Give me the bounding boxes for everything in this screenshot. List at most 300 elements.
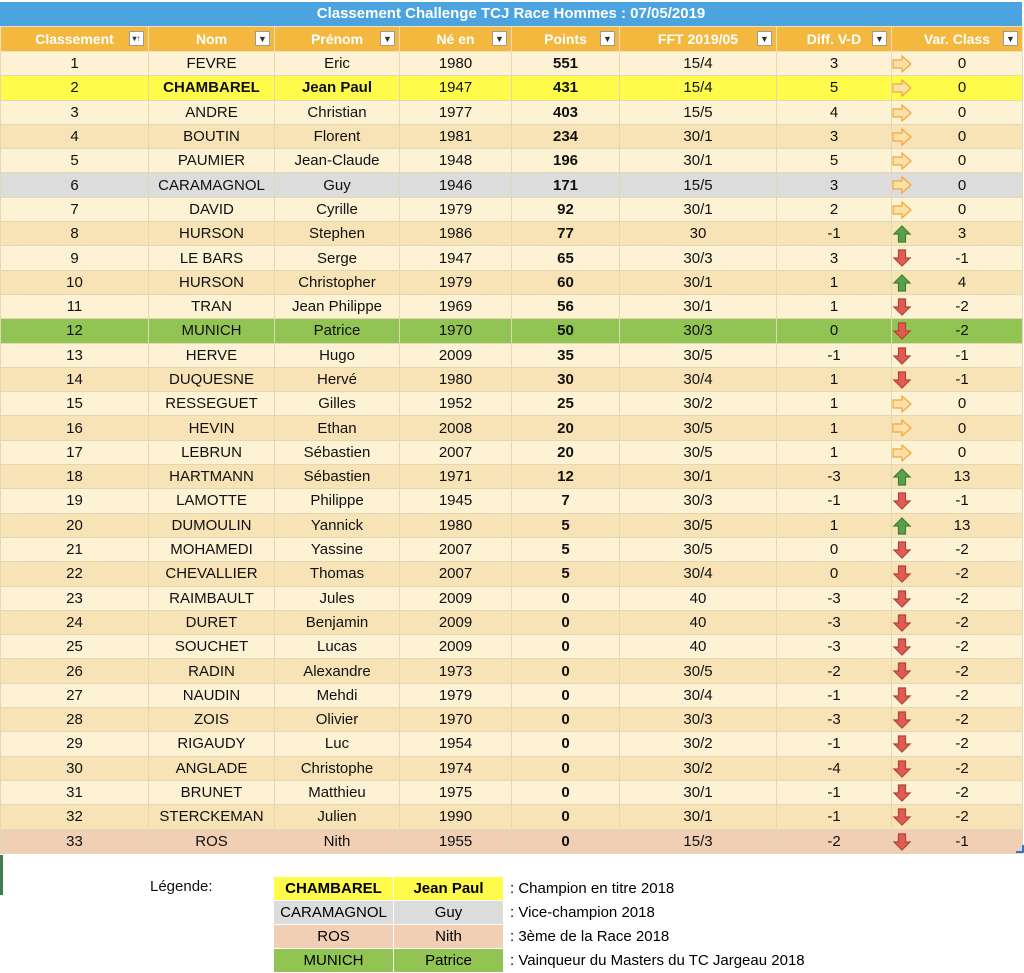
cell-diff[interactable]: -3 <box>777 708 892 732</box>
cell-prenom[interactable]: Gilles <box>275 392 400 416</box>
cell-ne[interactable]: 1986 <box>400 222 512 246</box>
cell-points[interactable]: 5 <box>512 537 620 561</box>
cell-nom[interactable]: CARAMAGNOL <box>149 173 275 197</box>
cell-points[interactable]: 0 <box>512 780 620 804</box>
cell-points[interactable]: 0 <box>512 805 620 829</box>
arrow-down-icon <box>892 541 912 559</box>
cell-points[interactable]: 403 <box>512 100 620 124</box>
cell-diff[interactable]: -1 <box>777 732 892 756</box>
cell-fft[interactable]: 40 <box>620 586 777 610</box>
cell-var[interactable] <box>892 100 1023 124</box>
filter-dropdown-icon[interactable]: ▼ <box>600 31 615 46</box>
cell-points[interactable]: 0 <box>512 610 620 634</box>
cell-nom[interactable]: ANGLADE <box>149 756 275 780</box>
cell-rank[interactable]: 4 <box>1 124 149 148</box>
cell-diff[interactable]: 1 <box>777 513 892 537</box>
cell-rank[interactable]: 16 <box>1 416 149 440</box>
cell-rank[interactable]: 6 <box>1 173 149 197</box>
cell-var[interactable] <box>892 392 1023 416</box>
cell-fft[interactable]: 30/5 <box>620 659 777 683</box>
cell-diff[interactable]: 0 <box>777 319 892 343</box>
cell-rank[interactable]: 30 <box>1 756 149 780</box>
cell-ne[interactable]: 2007 <box>400 537 512 561</box>
cell-prenom[interactable]: Jean Paul <box>275 76 400 100</box>
cell-points[interactable]: 0 <box>512 708 620 732</box>
cell-var[interactable] <box>892 780 1023 804</box>
header-row <box>1 27 1023 52</box>
cell-diff[interactable]: -2 <box>777 829 892 853</box>
cell-var[interactable] <box>892 367 1023 391</box>
arrow-down-icon <box>892 492 912 510</box>
var-class-value: -2 <box>955 298 969 316</box>
filter-dropdown-icon[interactable]: ▼ <box>380 31 395 46</box>
cell-rank[interactable]: 2 <box>1 76 149 100</box>
cell-var[interactable] <box>892 683 1023 707</box>
cell-diff[interactable]: -1 <box>777 805 892 829</box>
cell-nom[interactable]: LAMOTTE <box>149 489 275 513</box>
sort-filter-icon[interactable]: ▾↑ <box>129 31 144 46</box>
cell-points[interactable]: 25 <box>512 392 620 416</box>
cell-nom[interactable]: HERVE <box>149 343 275 367</box>
cell-fft[interactable]: 15/5 <box>620 100 777 124</box>
cell-nom[interactable]: HURSON <box>149 222 275 246</box>
cell-ne[interactable]: 1954 <box>400 732 512 756</box>
cell-fft[interactable]: 30/3 <box>620 489 777 513</box>
cell-fft[interactable]: 30/3 <box>620 708 777 732</box>
cell-diff[interactable]: 3 <box>777 52 892 76</box>
cell-var[interactable] <box>892 270 1023 294</box>
cell-prenom[interactable]: Christopher <box>275 270 400 294</box>
cell-ne[interactable]: 1980 <box>400 367 512 391</box>
column-header-label: Var. Class <box>923 31 991 47</box>
cell-prenom[interactable]: Jean-Claude <box>275 149 400 173</box>
cell-ne[interactable]: 2008 <box>400 416 512 440</box>
cell-nom[interactable]: BRUNET <box>149 780 275 804</box>
cell-points[interactable]: 551 <box>512 52 620 76</box>
cell-points[interactable]: 77 <box>512 222 620 246</box>
cell-ne[interactable]: 1973 <box>400 659 512 683</box>
cell-var[interactable] <box>892 610 1023 634</box>
cell-fft[interactable]: 30/1 <box>620 124 777 148</box>
cell-diff[interactable]: 2 <box>777 197 892 221</box>
cell-nom[interactable]: RESSEGUET <box>149 392 275 416</box>
cell-fft[interactable]: 30/2 <box>620 756 777 780</box>
cell-ne[interactable]: 1947 <box>400 246 512 270</box>
cell-ne[interactable]: 1947 <box>400 76 512 100</box>
cell-fft[interactable]: 30 <box>620 222 777 246</box>
cell-diff[interactable]: 0 <box>777 537 892 561</box>
cell-var[interactable] <box>892 562 1023 586</box>
cell-fft[interactable]: 30/4 <box>620 367 777 391</box>
cell-rank[interactable]: 9 <box>1 246 149 270</box>
cell-fft[interactable]: 30/5 <box>620 513 777 537</box>
cell-var[interactable] <box>892 416 1023 440</box>
cell-fft[interactable]: 30/5 <box>620 537 777 561</box>
filter-dropdown-icon[interactable]: ▼ <box>1003 31 1018 46</box>
cell-diff[interactable]: 4 <box>777 100 892 124</box>
cell-ne[interactable]: 1970 <box>400 708 512 732</box>
cell-prenom[interactable]: Benjamin <box>275 610 400 634</box>
cell-rank[interactable]: 31 <box>1 780 149 804</box>
cell-nom[interactable]: MOHAMEDI <box>149 537 275 561</box>
filter-dropdown-icon[interactable]: ▼ <box>492 31 507 46</box>
cell-fft[interactable]: 30/5 <box>620 440 777 464</box>
cell-rank[interactable]: 7 <box>1 197 149 221</box>
cell-fft[interactable]: 15/3 <box>620 829 777 853</box>
table-row <box>1 343 1023 367</box>
cell-points[interactable]: 20 <box>512 416 620 440</box>
cell-prenom[interactable]: Christian <box>275 100 400 124</box>
cell-nom[interactable]: LEBRUN <box>149 440 275 464</box>
cell-fft[interactable]: 30/2 <box>620 392 777 416</box>
cell-points[interactable]: 50 <box>512 319 620 343</box>
cell-diff[interactable]: -1 <box>777 683 892 707</box>
cell-nom[interactable]: DUMOULIN <box>149 513 275 537</box>
cell-rank[interactable]: 18 <box>1 465 149 489</box>
cell-var[interactable] <box>892 343 1023 367</box>
cell-points[interactable]: 65 <box>512 246 620 270</box>
cell-ne[interactable]: 1979 <box>400 683 512 707</box>
cell-prenom[interactable]: Olivier <box>275 708 400 732</box>
table-row <box>1 683 1023 707</box>
cell-points[interactable]: 196 <box>512 149 620 173</box>
cell-rank[interactable]: 29 <box>1 732 149 756</box>
cell-diff[interactable]: -3 <box>777 635 892 659</box>
cell-var[interactable] <box>892 537 1023 561</box>
cell-points[interactable]: 20 <box>512 440 620 464</box>
cell-fft[interactable]: 30/3 <box>620 319 777 343</box>
cell-prenom[interactable]: Christophe <box>275 756 400 780</box>
cell-points[interactable]: 0 <box>512 659 620 683</box>
cell-nom[interactable]: ROS <box>149 829 275 853</box>
cell-ne[interactable]: 2009 <box>400 343 512 367</box>
cell-ne[interactable]: 1945 <box>400 489 512 513</box>
var-class-value: -2 <box>955 589 969 607</box>
cell-fft[interactable]: 30/1 <box>620 197 777 221</box>
cell-nom[interactable]: DURET <box>149 610 275 634</box>
cell-fft[interactable]: 30/1 <box>620 805 777 829</box>
cell-nom[interactable]: RIGAUDY <box>149 732 275 756</box>
cell-points[interactable]: 56 <box>512 294 620 318</box>
cell-ne[interactable]: 1969 <box>400 294 512 318</box>
arrow-up-icon <box>892 274 912 292</box>
cell-points[interactable]: 35 <box>512 343 620 367</box>
var-class-value: 0 <box>957 79 967 97</box>
cell-prenom[interactable]: Guy <box>275 173 400 197</box>
cell-fft[interactable]: 30/2 <box>620 732 777 756</box>
cell-fft[interactable]: 30/5 <box>620 416 777 440</box>
cell-ne[interactable]: 1970 <box>400 319 512 343</box>
cell-prenom[interactable]: Mehdi <box>275 683 400 707</box>
cell-var[interactable] <box>892 829 1023 853</box>
cell-diff[interactable]: -3 <box>777 610 892 634</box>
cell-ne[interactable]: 2009 <box>400 610 512 634</box>
cell-prenom[interactable]: Patrice <box>275 319 400 343</box>
cell-nom[interactable]: ANDRE <box>149 100 275 124</box>
cell-points[interactable]: 92 <box>512 197 620 221</box>
cell-prenom[interactable]: Thomas <box>275 562 400 586</box>
cell-prenom[interactable]: Cyrille <box>275 197 400 221</box>
cell-nom[interactable]: RADIN <box>149 659 275 683</box>
cell-var[interactable] <box>892 708 1023 732</box>
cell-diff[interactable]: -1 <box>777 489 892 513</box>
cell-ne[interactable]: 1946 <box>400 173 512 197</box>
cell-points[interactable]: 431 <box>512 76 620 100</box>
cell-points[interactable]: 30 <box>512 367 620 391</box>
cell-rank[interactable]: 33 <box>1 829 149 853</box>
filter-dropdown-icon[interactable]: ▼ <box>757 31 772 46</box>
cell-ne[interactable]: 1980 <box>400 513 512 537</box>
cell-rank[interactable]: 14 <box>1 367 149 391</box>
cell-rank[interactable]: 17 <box>1 440 149 464</box>
cell-prenom[interactable]: Eric <box>275 52 400 76</box>
cell-fft[interactable]: 40 <box>620 635 777 659</box>
arrow-right-icon <box>892 152 912 170</box>
cell-ne[interactable]: 1981 <box>400 124 512 148</box>
cell-points[interactable]: 0 <box>512 756 620 780</box>
cell-fft[interactable]: 30/4 <box>620 683 777 707</box>
cell-fft[interactable]: 30/3 <box>620 246 777 270</box>
legend-nom: CARAMAGNOL <box>274 901 394 925</box>
cell-diff[interactable]: 1 <box>777 416 892 440</box>
cell-diff[interactable]: -1 <box>777 343 892 367</box>
cell-prenom[interactable]: Luc <box>275 732 400 756</box>
cell-prenom[interactable]: Serge <box>275 246 400 270</box>
cell-nom[interactable]: BOUTIN <box>149 124 275 148</box>
cell-nom[interactable]: DAVID <box>149 197 275 221</box>
cell-points[interactable]: 0 <box>512 732 620 756</box>
cell-rank[interactable]: 22 <box>1 562 149 586</box>
cell-fft[interactable]: 30/1 <box>620 149 777 173</box>
cell-prenom[interactable]: Philippe <box>275 489 400 513</box>
table-row <box>1 829 1023 853</box>
cell-ne[interactable]: 1955 <box>400 829 512 853</box>
cell-ne[interactable]: 1979 <box>400 197 512 221</box>
cell-points[interactable]: 5 <box>512 562 620 586</box>
cell-nom[interactable]: CHEVALLIER <box>149 562 275 586</box>
cell-ne[interactable]: 1971 <box>400 465 512 489</box>
cell-diff[interactable]: -1 <box>777 780 892 804</box>
filter-dropdown-icon[interactable]: ▼ <box>872 31 887 46</box>
cell-nom[interactable]: RAIMBAULT <box>149 586 275 610</box>
cell-diff[interactable]: 3 <box>777 173 892 197</box>
cell-fft[interactable]: 15/5 <box>620 173 777 197</box>
cell-prenom[interactable]: Julien <box>275 805 400 829</box>
cell-diff[interactable]: 1 <box>777 294 892 318</box>
cell-prenom[interactable]: Nith <box>275 829 400 853</box>
cell-nom[interactable]: CHAMBAREL <box>149 76 275 100</box>
cell-var[interactable] <box>892 465 1023 489</box>
arrow-down-icon <box>892 711 912 729</box>
cell-ne[interactable]: 2007 <box>400 562 512 586</box>
cell-diff[interactable]: 5 <box>777 149 892 173</box>
cell-fft[interactable]: 30/1 <box>620 294 777 318</box>
cell-rank[interactable]: 27 <box>1 683 149 707</box>
var-class-value: 0 <box>957 443 967 461</box>
cell-var[interactable] <box>892 659 1023 683</box>
cell-fft[interactable]: 15/4 <box>620 52 777 76</box>
cell-var[interactable] <box>892 635 1023 659</box>
cell-diff[interactable]: 0 <box>777 562 892 586</box>
cell-var[interactable] <box>892 173 1023 197</box>
cell-ne[interactable]: 1974 <box>400 756 512 780</box>
cell-ne[interactable]: 1980 <box>400 52 512 76</box>
cell-fft[interactable]: 30/4 <box>620 562 777 586</box>
cell-var[interactable] <box>892 149 1023 173</box>
cell-fft[interactable]: 40 <box>620 610 777 634</box>
cell-rank[interactable]: 19 <box>1 489 149 513</box>
cell-rank[interactable]: 32 <box>1 805 149 829</box>
cell-rank[interactable]: 21 <box>1 537 149 561</box>
cell-rank[interactable]: 12 <box>1 319 149 343</box>
cell-prenom[interactable]: Hervé <box>275 367 400 391</box>
cell-prenom[interactable]: Jules <box>275 586 400 610</box>
var-class-value: -2 <box>955 808 969 826</box>
cell-diff[interactable]: 1 <box>777 392 892 416</box>
table-body <box>1 52 1023 854</box>
cell-var[interactable] <box>892 805 1023 829</box>
cell-var[interactable] <box>892 124 1023 148</box>
cell-var[interactable] <box>892 732 1023 756</box>
cell-var[interactable] <box>892 319 1023 343</box>
cell-prenom[interactable]: Sébastien <box>275 465 400 489</box>
var-class-value: 0 <box>957 128 967 146</box>
cell-var[interactable] <box>892 513 1023 537</box>
cell-ne[interactable]: 2007 <box>400 440 512 464</box>
table-row <box>1 222 1023 246</box>
cell-ne[interactable]: 2009 <box>400 635 512 659</box>
cell-prenom[interactable]: Alexandre <box>275 659 400 683</box>
cell-diff[interactable]: 3 <box>777 124 892 148</box>
cell-nom[interactable]: PAUMIER <box>149 149 275 173</box>
cell-points[interactable]: 7 <box>512 489 620 513</box>
cell-prenom[interactable]: Yassine <box>275 537 400 561</box>
table-row <box>1 246 1023 270</box>
cell-rank[interactable]: 26 <box>1 659 149 683</box>
cell-var[interactable] <box>892 489 1023 513</box>
cell-ne[interactable]: 1979 <box>400 270 512 294</box>
cell-nom[interactable]: FEVRE <box>149 52 275 76</box>
var-class-value: -2 <box>955 662 969 680</box>
cell-prenom[interactable]: Yannick <box>275 513 400 537</box>
arrow-down-icon <box>892 590 912 608</box>
cell-diff[interactable]: 3 <box>777 246 892 270</box>
cell-points[interactable]: 234 <box>512 124 620 148</box>
filter-dropdown-icon[interactable]: ▼ <box>255 31 270 46</box>
cell-ne[interactable]: 1948 <box>400 149 512 173</box>
cell-nom[interactable]: HARTMANN <box>149 465 275 489</box>
cell-diff[interactable]: 1 <box>777 440 892 464</box>
cell-nom[interactable]: ZOIS <box>149 708 275 732</box>
cell-rank[interactable]: 3 <box>1 100 149 124</box>
cell-points[interactable]: 12 <box>512 465 620 489</box>
cell-ne[interactable]: 1975 <box>400 780 512 804</box>
cell-diff[interactable]: 5 <box>777 76 892 100</box>
cell-diff[interactable]: 1 <box>777 367 892 391</box>
cell-points[interactable]: 60 <box>512 270 620 294</box>
cell-var[interactable] <box>892 586 1023 610</box>
cell-var[interactable] <box>892 756 1023 780</box>
cell-rank[interactable]: 10 <box>1 270 149 294</box>
cell-var[interactable] <box>892 197 1023 221</box>
legend-table <box>273 876 841 973</box>
cell-prenom[interactable]: Florent <box>275 124 400 148</box>
cell-diff[interactable]: -3 <box>777 586 892 610</box>
cell-ne[interactable]: 1952 <box>400 392 512 416</box>
cell-prenom[interactable]: Sébastien <box>275 440 400 464</box>
cell-fft[interactable]: 15/4 <box>620 76 777 100</box>
cell-var[interactable] <box>892 440 1023 464</box>
cell-rank[interactable]: 24 <box>1 610 149 634</box>
cell-points[interactable]: 0 <box>512 829 620 853</box>
cell-diff[interactable]: 1 <box>777 270 892 294</box>
cell-rank[interactable]: 1 <box>1 52 149 76</box>
cell-fft[interactable]: 30/1 <box>620 780 777 804</box>
cell-nom[interactable]: LE BARS <box>149 246 275 270</box>
cell-points[interactable]: 5 <box>512 513 620 537</box>
cell-points[interactable]: 0 <box>512 635 620 659</box>
cell-nom[interactable]: HEVIN <box>149 416 275 440</box>
cell-rank[interactable]: 11 <box>1 294 149 318</box>
cell-prenom[interactable]: Jean Philippe <box>275 294 400 318</box>
cell-prenom[interactable]: Matthieu <box>275 780 400 804</box>
cell-var[interactable] <box>892 246 1023 270</box>
cell-rank[interactable]: 23 <box>1 586 149 610</box>
cell-var[interactable] <box>892 76 1023 100</box>
cell-nom[interactable]: DUQUESNE <box>149 367 275 391</box>
cell-var[interactable] <box>892 222 1023 246</box>
table-row <box>1 610 1023 634</box>
cell-fft[interactable]: 30/1 <box>620 465 777 489</box>
cell-nom[interactable]: MUNICH <box>149 319 275 343</box>
cell-rank[interactable]: 25 <box>1 635 149 659</box>
cell-prenom[interactable]: Lucas <box>275 635 400 659</box>
cell-nom[interactable]: SOUCHET <box>149 635 275 659</box>
cell-points[interactable]: 0 <box>512 683 620 707</box>
cell-prenom[interactable]: Ethan <box>275 416 400 440</box>
cell-ne[interactable]: 1990 <box>400 805 512 829</box>
cell-ne[interactable]: 1977 <box>400 100 512 124</box>
cell-nom[interactable]: HURSON <box>149 270 275 294</box>
cell-nom[interactable]: STERCKEMAN <box>149 805 275 829</box>
cell-diff[interactable]: -4 <box>777 756 892 780</box>
cell-rank[interactable]: 15 <box>1 392 149 416</box>
cell-points[interactable]: 171 <box>512 173 620 197</box>
cell-nom[interactable]: TRAN <box>149 294 275 318</box>
table-row <box>1 270 1023 294</box>
cell-rank[interactable]: 8 <box>1 222 149 246</box>
legend-prenom: Jean Paul <box>394 877 504 901</box>
cell-nom[interactable]: NAUDIN <box>149 683 275 707</box>
cell-diff[interactable]: -1 <box>777 222 892 246</box>
cell-diff[interactable]: -2 <box>777 659 892 683</box>
cell-rank[interactable]: 28 <box>1 708 149 732</box>
cell-var[interactable] <box>892 52 1023 76</box>
cell-var[interactable] <box>892 294 1023 318</box>
cell-points[interactable]: 0 <box>512 586 620 610</box>
cell-prenom[interactable]: Hugo <box>275 343 400 367</box>
cell-ne[interactable]: 2009 <box>400 586 512 610</box>
arrow-right-icon <box>892 104 912 122</box>
cell-fft[interactable]: 30/1 <box>620 270 777 294</box>
arrow-right-icon <box>892 419 912 437</box>
cell-fft[interactable]: 30/5 <box>620 343 777 367</box>
cell-prenom[interactable]: Stephen <box>275 222 400 246</box>
cell-rank[interactable]: 20 <box>1 513 149 537</box>
cell-rank[interactable]: 13 <box>1 343 149 367</box>
cell-diff[interactable]: -3 <box>777 465 892 489</box>
cell-rank[interactable]: 5 <box>1 149 149 173</box>
